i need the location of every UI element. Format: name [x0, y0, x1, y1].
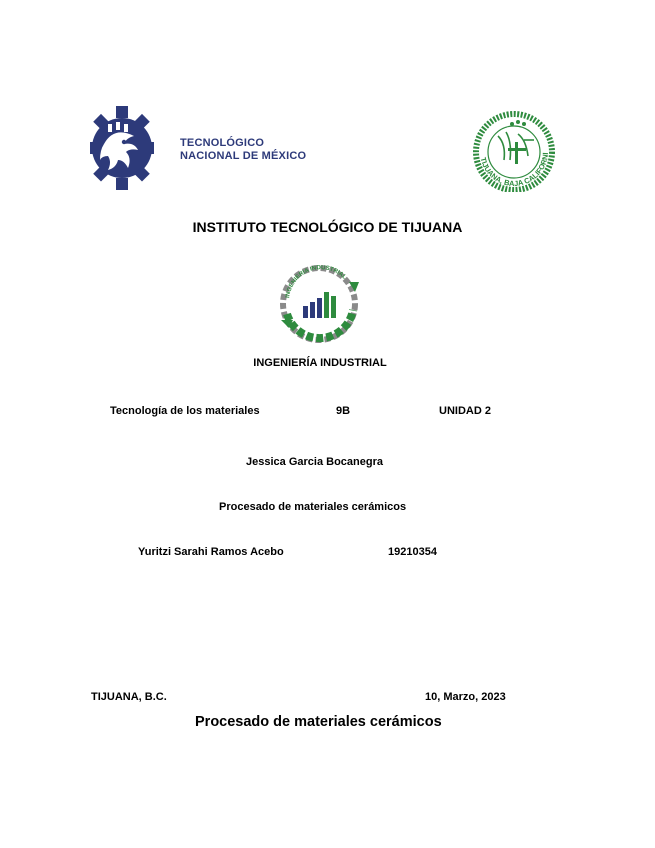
industrial-gear-icon: [275, 262, 365, 344]
itt-logo: [468, 108, 562, 192]
industrial-ring-text: INGENIERIA INDUSTRIAL: [285, 265, 348, 299]
course-unit: UNIDAD 2: [439, 405, 491, 417]
itt-ring-text: TIJUANA, BAJA CALIFORNI: [478, 152, 551, 189]
place: TIJUANA, B.C.: [91, 691, 167, 703]
student-name: Yuritzi Sarahi Ramos Acebo: [138, 546, 284, 558]
industrial-engineering-logo: [275, 262, 365, 344]
course-subject: Tecnología de los materiales: [110, 405, 260, 417]
teacher-name: Jessica Garcia Bocanegra: [246, 456, 383, 468]
tecnm-wordmark: [180, 137, 306, 163]
course-group: 9B: [336, 405, 351, 417]
closing-title: Procesado de materiales cerámicos: [195, 714, 442, 730]
tecnm-gear-icon: [90, 104, 180, 192]
date: 10, Marzo, 2023: [425, 691, 506, 703]
institute-title: INSTITUTO TECNOLÓGICO DE TIJUANA: [192, 219, 463, 235]
svg-text:INGENIERIA INDUSTRIAL: [285, 265, 347, 298]
tecnm-line1: TECNOLÓGICO: [180, 137, 265, 149]
tecnm-line2: NACIONAL DE MÉXICO: [180, 150, 307, 162]
itt-seal-icon: [468, 108, 562, 192]
topic-title: Procesado de materiales cerámicos: [219, 501, 407, 513]
student-id: 19210354: [388, 546, 437, 558]
career-name: INGENIERÍA INDUSTRIAL: [253, 357, 387, 369]
